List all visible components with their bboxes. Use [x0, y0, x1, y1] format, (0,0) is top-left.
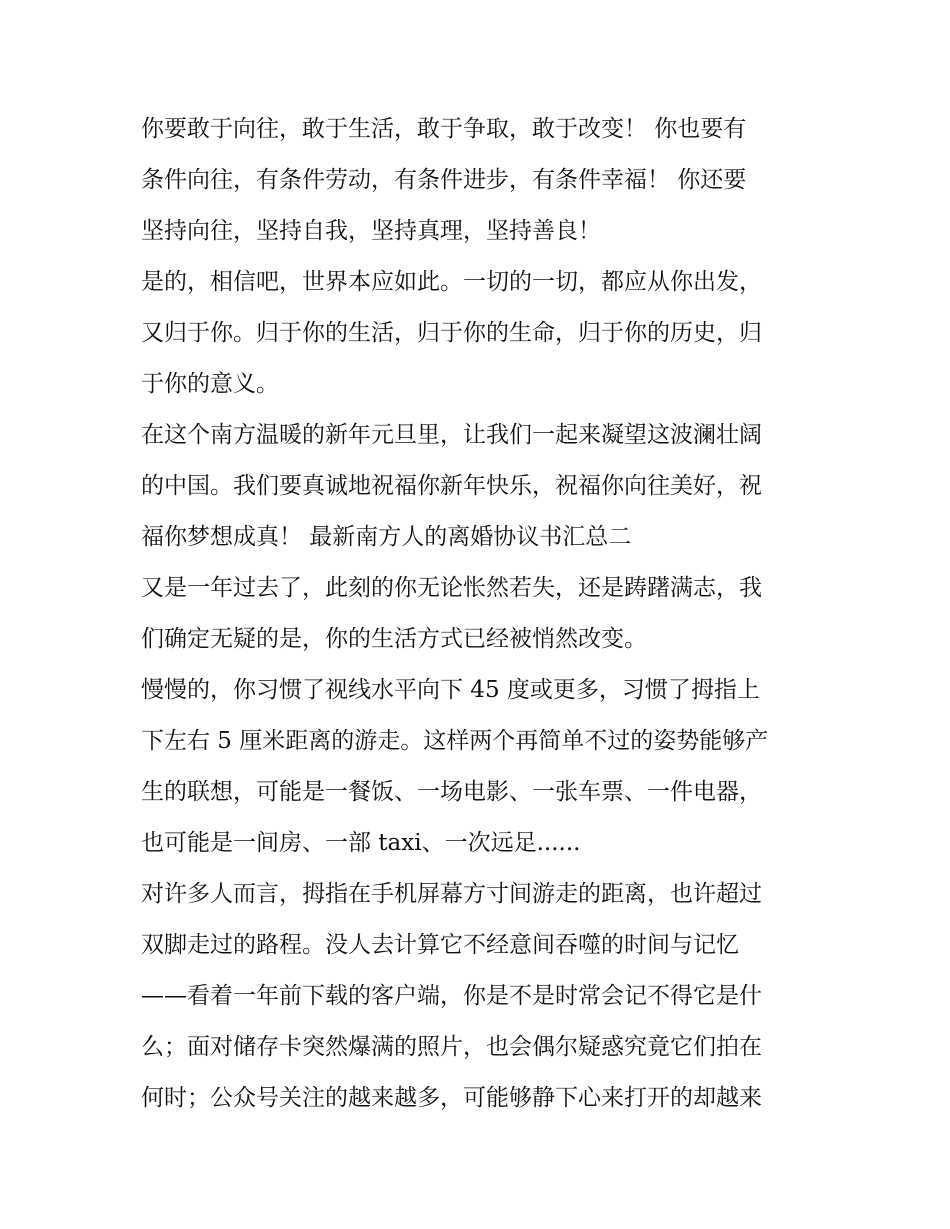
paragraph [141, 410, 821, 563]
paragraph [141, 257, 821, 410]
text-line: 么；面对储存卡突然爆满的照片，也会偶尔疑惑究竟它们拍在 [141, 1034, 762, 1060]
text-line: 是的，相信吧，世界本应如此。一切的一切，都应从你出发， [141, 269, 762, 295]
text-line: 的中国。我们要真诚地祝福你新年快乐，祝福你向往美好，祝 [141, 473, 762, 499]
text-line: 生的联想，可能是一餐饭、一场电影、一张车票、一件电器， [141, 779, 762, 805]
text-line: ——看着一年前下载的客户端，你是不是时常会记不得它是什 [141, 983, 762, 1009]
text-line: 又是一年过去了，此刻的你无论怅然若失，还是踌躇满志，我 [141, 575, 762, 601]
text-line: 福你梦想成真！ 最新南方人的离婚协议书汇总二 [141, 524, 632, 550]
paragraph [141, 869, 821, 1124]
text-line: 对许多人而言，拇指在手机屏幕方寸间游走的距离，也许超过 [141, 881, 762, 907]
paragraph [141, 104, 821, 257]
text-line: 又归于你。归于你的生活，归于你的生命，归于你的历史，归 [141, 320, 762, 346]
text-line: 也可能是一间房、一部 taxi、一次远足...... [141, 830, 581, 856]
text-line: 在这个南方温暖的新年元旦里，让我们一起来凝望这波澜壮阔 [141, 422, 762, 448]
text-line: 们确定无疑的是，你的生活方式已经被悄然改变。 [141, 626, 647, 652]
text-line: 坚持向往，坚持自我，坚持真理，坚持善良！ [141, 218, 601, 244]
text-line: 慢慢的，你习惯了视线水平向下 45 度或更多，习惯了拇指上 [141, 677, 760, 703]
document-page [141, 104, 821, 1124]
paragraph [141, 665, 821, 869]
text-line: 于你的意义。 [141, 371, 279, 397]
text-line: 双脚走过的路程。没人去计算它不经意间吞噬的时间与记忆 [141, 932, 739, 958]
text-line: 你要敢于向往，敢于生活，敢于争取，敢于改变！ 你也要有 [141, 116, 747, 142]
text-line: 下左右 5 厘米距离的游走。这样两个再简单不过的姿势能够产 [141, 728, 769, 754]
text-line: 何时；公众号关注的越来越多，可能够静下心来打开的却越来 [141, 1085, 762, 1111]
text-line: 条件向往，有条件劳动，有条件进步，有条件幸福！ 你还要 [141, 167, 747, 193]
paragraph [141, 563, 821, 665]
